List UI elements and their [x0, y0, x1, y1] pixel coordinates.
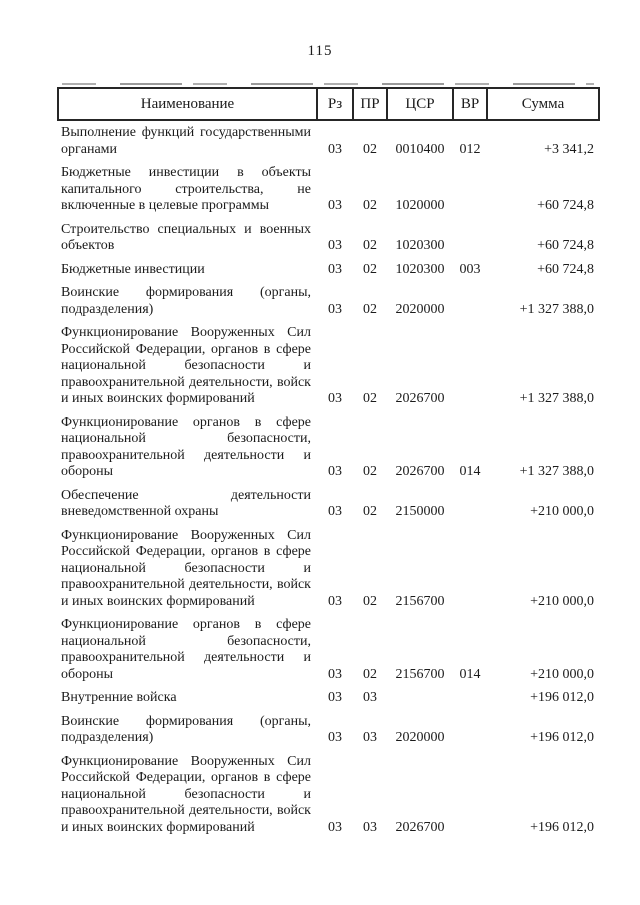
- row-csr-cell: 2026700: [395, 464, 445, 479]
- row-vr-cell: 003: [459, 261, 481, 277]
- row-name-cell: Обеспечение деятельности вневедомственной охраны: [61, 487, 311, 519]
- row-name-cell: Функционирование органов в сфере национальной безопасности, правоохранительной деятельности и обороны: [61, 617, 311, 682]
- row-pr-cell: 03: [363, 730, 377, 745]
- row-name-cell: Строительство специальных и военных объектов: [61, 221, 311, 253]
- row-vr-cell: 014: [459, 666, 481, 682]
- row-name-cell: Бюджетные инвестиции в объекты капитального строительства, не включенные в целевые программы: [61, 165, 311, 213]
- row-vr-cell: [453, 279, 487, 319]
- row-name-cell: Выполнение функций государственными органами: [61, 125, 311, 157]
- row-sum-cell: +60 724,8: [537, 238, 594, 253]
- table-row: [58, 684, 599, 708]
- row-sum-cell: +196 012,0: [530, 690, 594, 705]
- table-row: [58, 120, 599, 159]
- row-csr-cell: 2020000: [395, 730, 445, 745]
- table-row: [58, 522, 599, 612]
- row-csr-cell: 2150000: [395, 504, 445, 519]
- row-rz-cell: 03: [328, 593, 342, 609]
- table-header-row: [58, 88, 599, 120]
- row-pr-cell: 02: [363, 666, 377, 682]
- row-vr-cell: [453, 159, 487, 216]
- table-row: [58, 216, 599, 256]
- col-header-csr: ЦСР: [387, 88, 453, 120]
- row-rz-cell: 03: [328, 690, 342, 705]
- table-row: [58, 256, 599, 280]
- row-sum-cell: +196 012,0: [530, 819, 594, 835]
- row-csr-cell: 0010400: [395, 141, 445, 157]
- row-sum-cell: +1 327 388,0: [519, 464, 594, 479]
- row-vr-cell: 012: [459, 141, 481, 157]
- row-sum-cell: +210 000,0: [530, 504, 594, 519]
- row-vr-cell: [453, 708, 487, 748]
- row-pr-cell: 02: [363, 593, 377, 609]
- scan-artifact-line: [62, 83, 594, 85]
- row-rz-cell: 03: [328, 504, 342, 519]
- row-pr-cell: 02: [363, 391, 377, 406]
- row-rz-cell: 03: [328, 238, 342, 253]
- row-vr-cell: [453, 482, 487, 522]
- row-name-cell: Воинские формирования (органы, подразделения): [61, 285, 311, 317]
- table-row: [58, 611, 599, 684]
- row-csr-cell: 2020000: [395, 301, 445, 317]
- row-rz-cell: 03: [328, 819, 342, 835]
- row-rz-cell: 03: [328, 464, 342, 479]
- row-pr-cell: 02: [363, 198, 377, 213]
- row-name-cell: Функционирование Вооруженных Сил Российской Федерации, органов в сфере национальной безопасности и правоохранительной деятельности, войск и иных воинских формирований: [61, 325, 311, 406]
- row-rz-cell: 03: [328, 391, 342, 406]
- row-pr-cell: 02: [363, 464, 377, 479]
- col-header-name: Наименование: [58, 88, 317, 120]
- row-name-cell: Воинские формирования (органы, подразделения): [61, 713, 311, 745]
- row-pr-cell: 03: [363, 690, 377, 705]
- row-pr-cell: 02: [363, 238, 377, 253]
- row-csr-cell: 2026700: [395, 819, 445, 835]
- row-sum-cell: +3 341,2: [544, 141, 594, 157]
- table-row: [58, 409, 599, 482]
- row-name-cell: Функционирование органов в сфере национальной безопасности, правоохранительной деятельности и обороны: [61, 414, 311, 479]
- row-csr-cell: 2156700: [395, 666, 445, 682]
- row-vr-cell: [453, 216, 487, 256]
- row-csr-cell: 2026700: [395, 391, 445, 406]
- row-vr-cell: 014: [459, 464, 481, 479]
- row-rz-cell: 03: [328, 261, 342, 277]
- row-rz-cell: 03: [328, 730, 342, 745]
- row-sum-cell: +60 724,8: [537, 198, 594, 213]
- row-vr-cell: [453, 319, 487, 409]
- row-pr-cell: 02: [363, 141, 377, 157]
- row-vr-cell: [453, 522, 487, 612]
- row-rz-cell: 03: [328, 141, 342, 157]
- row-csr-cell: [387, 684, 453, 708]
- row-pr-cell: 02: [363, 261, 377, 277]
- row-pr-cell: 02: [363, 504, 377, 519]
- row-sum-cell: +60 724,8: [537, 261, 594, 277]
- table-row: [58, 748, 599, 838]
- row-pr-cell: 02: [363, 301, 377, 317]
- row-rz-cell: 03: [328, 198, 342, 213]
- row-name-cell: Бюджетные инвестиции: [61, 261, 205, 277]
- row-vr-cell: [453, 748, 487, 838]
- row-name-cell: Функционирование Вооруженных Сил Российской Федерации, органов в сфере национальной безопасности и правоохранительной деятельности, войск и иных воинских формирований: [61, 753, 311, 835]
- table-row: [58, 482, 599, 522]
- row-sum-cell: +210 000,0: [530, 593, 594, 609]
- budget-allocations-table: [57, 87, 600, 837]
- row-sum-cell: +210 000,0: [530, 666, 594, 682]
- table-row: [58, 279, 599, 319]
- row-pr-cell: 03: [363, 819, 377, 835]
- col-header-vr: ВР: [453, 88, 487, 120]
- table-row: [58, 708, 599, 748]
- row-sum-cell: +1 327 388,0: [519, 301, 594, 317]
- row-rz-cell: 03: [328, 301, 342, 317]
- row-name-cell: Внутренние войска: [61, 690, 177, 705]
- table-row: [58, 319, 599, 409]
- row-rz-cell: 03: [328, 666, 342, 682]
- table-body: [58, 120, 599, 837]
- row-csr-cell: 1020300: [395, 261, 445, 277]
- row-sum-cell: +1 327 388,0: [519, 391, 594, 406]
- table-row: [58, 159, 599, 216]
- row-csr-cell: 2156700: [395, 593, 445, 609]
- row-csr-cell: 1020300: [395, 238, 445, 253]
- row-csr-cell: 1020000: [395, 198, 445, 213]
- col-header-sum: Сумма: [487, 88, 599, 120]
- row-vr-cell: [453, 684, 487, 708]
- col-header-pr: ПР: [353, 88, 387, 120]
- row-name-cell: Функционирование Вооруженных Сил Российской Федерации, органов в сфере национальной безопасности и правоохранительной деятельности, войск и иных воинских формирований: [61, 527, 311, 609]
- col-header-rz: Рз: [317, 88, 353, 120]
- row-sum-cell: +196 012,0: [530, 730, 594, 745]
- page-number: 115: [307, 43, 333, 59]
